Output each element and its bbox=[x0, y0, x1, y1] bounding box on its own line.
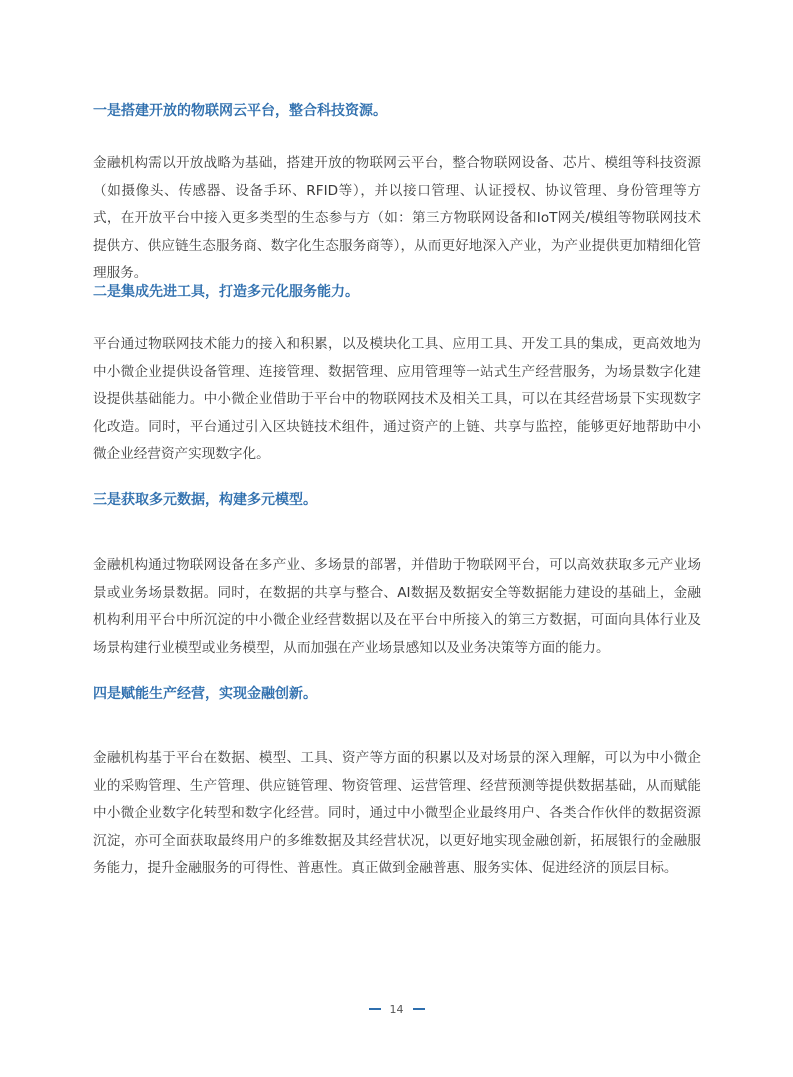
page-number: 14 bbox=[389, 1002, 404, 1016]
section-heading: 二是集成先进工具，打造多元化服务能力。 bbox=[93, 284, 359, 300]
footer-dash-right bbox=[413, 1008, 425, 1010]
section-heading: 四是赋能生产经营，实现金融创新。 bbox=[93, 686, 317, 702]
footer-dash-left bbox=[369, 1008, 381, 1010]
section-body: 金融机构需以开放战略为基础，搭建开放的物联网云平台，整合物联网设备、芯片、模组等科技资源（如摄像头、传感器、设备手环、RFID等），并以接口管理、认证授权、协议管理、身份管理等方式，在开放平台中接入更多类型的生态参与方（如：第三方物联网设备和IoT网关/模组等物联网技术提供方、供应链生态服务商、数字化生态服务商等），从而更好地深入产业，为产业提供更加精细化管理服务。 bbox=[93, 155, 701, 282]
section-body: 金融机构通过物联网设备在多产业、多场景的部署，并借助于物联网平台，可以高效获取多元产业场景或业务场景数据。同时，在数据的共享与整合、AI数据及数据安全等数据能力建设的基础上，金融机构利用平台中所沉淀的中小微企业经营数据以及在平台中所接入的第三方数据，可面向具体行业及场景构建行业模型或业务模型，从而加强在产业场景感知以及业务决策等方面的能力。 bbox=[93, 557, 701, 656]
section-heading: 一是搭建开放的物联网云平台，整合科技资源。 bbox=[93, 103, 387, 119]
section-body: 金融机构基于平台在数据、模型、工具、资产等方面的积累以及对场景的深入理解，可以为中小微企业的采购管理、生产管理、供应链管理、物资管理、运营管理、经营预测等提供数据基础，从而赋能中小微企业数字化转型和数字化经营。同时，通过中小微型企业最终用户、各类合作伙伴的数据资源沉淀，亦可全面获取最终用户的多维数据及其经营状况，以更好地实现金融创新，拓展银行的金融服务能力，提升金融服务的可得性、普惠性。真正做到金融普惠、服务实体、促进经济的顶层目标。 bbox=[93, 750, 701, 877]
page-footer bbox=[0, 999, 793, 1019]
section-1 bbox=[93, 101, 701, 288]
section-4 bbox=[93, 684, 701, 883]
section-heading: 三是获取多元数据，构建多元模型。 bbox=[93, 492, 317, 508]
section-body: 平台通过物联网技术能力的接入和积累，以及模块化工具、应用工具、开发工具的集成，更高效地为中小微企业提供设备管理、连接管理、数据管理、应用管理等一站式生产经营服务，为场景数字化建设提供基础能力。中小微企业借助于平台中的物联网技术及相关工具，可以在其经营场景下实现数字化改造。同时，平台通过引入区块链技术组件，通过资产的上链、共享与监控，能够更好地帮助中小微企业经营资产实现数字化。 bbox=[93, 336, 701, 463]
section-2 bbox=[93, 282, 701, 469]
section-3 bbox=[93, 490, 701, 662]
